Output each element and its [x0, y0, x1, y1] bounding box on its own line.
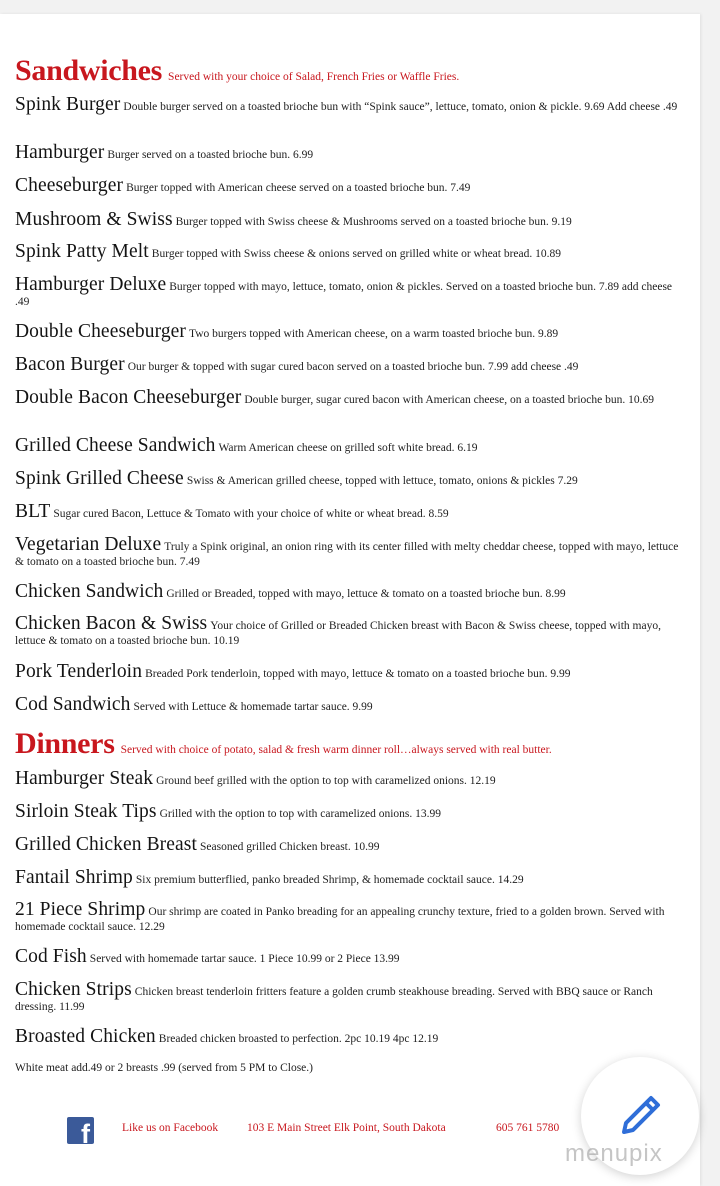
item-name: 21 Piece Shrimp [15, 899, 146, 920]
item-name: Cod Fish [15, 946, 87, 967]
menu-item [15, 613, 685, 648]
sandwiches-title: Sandwiches [15, 54, 163, 87]
item-name: Hamburger Steak [15, 768, 154, 789]
menu-item [15, 142, 685, 163]
menu-item [15, 661, 685, 682]
item-name: Double Cheeseburger [15, 321, 187, 342]
item-description: Burger topped with Swiss cheese & onions served on grilled white or wheat bread. 10.89 [151, 248, 562, 260]
sandwiches-subtitle: Served with your choice of Salad, French Fries or Waffle Fries. [168, 71, 460, 83]
item-name: Cheeseburger [15, 175, 124, 196]
menu-item [15, 94, 685, 115]
item-name: Bacon Burger [15, 354, 125, 375]
item-name: Mushroom & Swiss [15, 209, 173, 230]
item-description: Grilled with the option to top with caramelized onions. 13.99 [159, 808, 441, 820]
dinners-title: Dinners [15, 727, 115, 760]
item-description: Double burger served on a toasted brioche bun with “Spink sauce”, lettuce, tomato, onion & pickle. 9.69 Add cheese .49 [123, 101, 678, 113]
item-name: Chicken Bacon & Swiss [15, 613, 208, 634]
item-description: Breaded Pork tenderloin, topped with mayo, lettuce & tomato on a toasted brioche bun. 9.99 [145, 668, 571, 680]
phone-number: 605 761 5780 [496, 1122, 560, 1134]
item-name: Vegetarian Deluxe [15, 534, 162, 555]
facebook-icon[interactable] [67, 1117, 94, 1144]
item-description: Two burgers topped with American cheese, on a warm toasted brioche bun. 9.89 [189, 328, 559, 340]
menu-item [15, 979, 685, 1014]
watermark: menupix [565, 1140, 663, 1167]
menu-item [15, 768, 685, 789]
dinner-note: White meat add.49 or 2 breasts .99 (served from 5 PM to Close.) [15, 1062, 313, 1074]
item-description: Breaded chicken broasted to perfection. 2pc 10.19 4pc 12.19 [158, 1033, 439, 1045]
sandwiches-header [15, 54, 459, 88]
item-description: Served with homemade tartar sauce. 1 Piece 10.99 or 2 Piece 13.99 [89, 953, 400, 965]
menu-item [15, 834, 685, 855]
item-name: Hamburger [15, 142, 105, 163]
item-name: Spink Patty Melt [15, 241, 149, 262]
menu-item [15, 867, 685, 888]
item-description: Burger topped with American cheese served on a toasted brioche bun. 7.49 [126, 182, 471, 194]
item-name: Cod Sandwich [15, 694, 131, 715]
item-name: Hamburger Deluxe [15, 274, 167, 295]
item-name: Pork Tenderloin [15, 661, 143, 682]
menu-item [15, 468, 685, 489]
item-description: Truly a Spink original, an onion ring with its center filled with melty cheddar cheese, topped with mayo, lettuce & tomato on a toasted brioche bun. 7.49 [15, 541, 679, 568]
item-name: Grilled Cheese Sandwich [15, 435, 216, 456]
item-description: Chicken breast tenderloin fritters feature a golden crumb steakhouse breading. Served with BBQ sauce or Ranch dressing. 11.99 [15, 986, 653, 1013]
menu-item [15, 175, 685, 196]
item-description: Ground beef grilled with the option to top with caramelized onions. 12.19 [156, 775, 496, 787]
menu-item [15, 321, 685, 342]
item-description: Sugar cured Bacon, Lettuce & Tomato with your choice of white or wheat bread. 8.59 [53, 508, 449, 520]
menu-item [15, 1026, 685, 1047]
item-description: Double burger, sugar cured bacon with American cheese, on a toasted brioche bun. 10.69 [244, 394, 655, 406]
pencil-icon [617, 1093, 663, 1139]
menu-item [15, 694, 685, 715]
item-description: Warm American cheese on grilled soft white bread. 6.19 [218, 442, 478, 454]
menu-item [15, 946, 685, 967]
item-description: Swiss & American grilled cheese, topped with lettuce, tomato, onions & pickles 7.29 [186, 475, 578, 487]
item-description: Our shrimp are coated in Panko breading for an appealing crunchy texture, fried to a golden brown. Served with homemade cocktail sauce. 12.29 [15, 906, 665, 933]
item-description: Our burger & topped with sugar cured bacon served on a toasted brioche bun. 7.99 add cheese .49 [127, 361, 579, 373]
menu-item [15, 435, 685, 456]
item-description: Seasoned grilled Chicken breast. 10.99 [200, 841, 380, 853]
address-text: 103 E Main Street Elk Point, South Dakota [247, 1122, 446, 1134]
item-description: Served with Lettuce & homemade tartar sauce. 9.99 [133, 701, 373, 713]
menu-item [15, 209, 685, 230]
menu-page [0, 14, 700, 1186]
menu-item [15, 801, 685, 822]
dinners-subtitle: Served with choice of potato, salad & fresh warm dinner roll…always served with real butter. [120, 744, 552, 756]
menu-item [15, 241, 685, 262]
item-name: Chicken Sandwich [15, 581, 164, 602]
item-description: Grilled or Breaded, topped with mayo, lettuce & tomato on a toasted brioche bun. 8.99 [166, 588, 566, 600]
menu-item [15, 354, 685, 375]
facebook-link[interactable]: Like us on Facebook [122, 1122, 219, 1134]
menu-item [15, 581, 685, 602]
item-name: Fantail Shrimp [15, 867, 133, 888]
item-description: Six premium butterflied, panko breaded Shrimp, & homemade cocktail sauce. 14.29 [135, 874, 524, 886]
menu-item [15, 274, 685, 309]
item-name: Sirloin Steak Tips [15, 801, 157, 822]
item-description: Burger served on a toasted brioche bun. 6.99 [107, 149, 314, 161]
item-name: Spink Burger [15, 94, 121, 115]
item-description: Burger topped with mayo, lettuce, tomato, onion & pickles. Served on a toasted brioche bun. 7.89 add cheese .49 [15, 281, 673, 308]
item-name: Double Bacon Cheeseburger [15, 387, 242, 408]
menu-item [15, 501, 685, 522]
menu-item [15, 899, 685, 934]
item-name: Spink Grilled Cheese [15, 468, 184, 489]
item-name: Broasted Chicken [15, 1026, 156, 1047]
item-description: Burger topped with Swiss cheese & Mushrooms served on a toasted brioche bun. 9.19 [175, 216, 572, 228]
item-name: Chicken Strips [15, 979, 132, 1000]
facebook-glyph: f [81, 1119, 90, 1144]
item-name: BLT [15, 501, 51, 522]
menu-item [15, 534, 685, 569]
dinners-header [15, 727, 552, 761]
item-name: Grilled Chicken Breast [15, 834, 197, 855]
menu-item [15, 387, 685, 408]
item-description: Your choice of Grilled or Breaded Chicken breast with Bacon & Swiss cheese, topped with mayo, lettuce & tomato on a toasted brioche bun. 10.19 [15, 620, 661, 647]
